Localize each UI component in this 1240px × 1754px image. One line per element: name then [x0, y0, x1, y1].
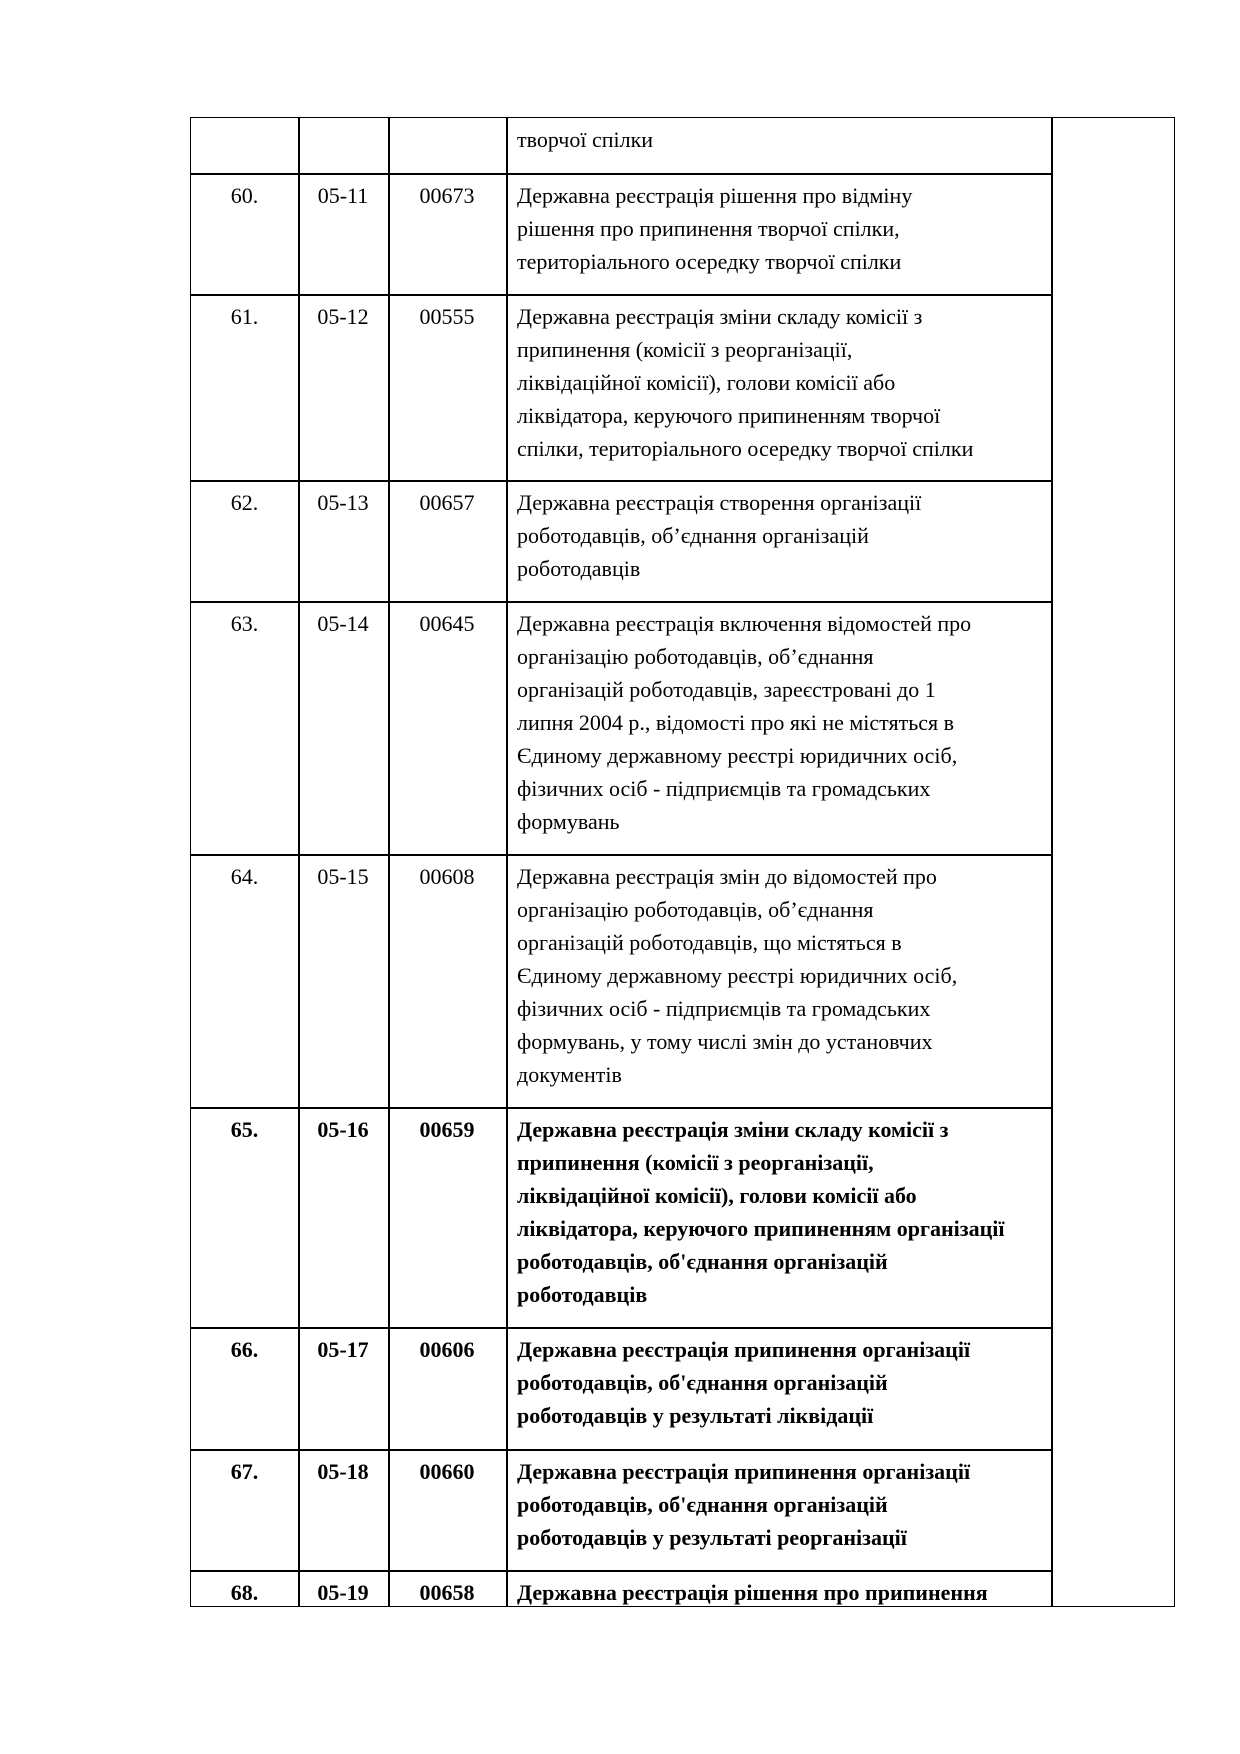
service-description — [517, 179, 1047, 278]
service-code: 05-12 — [317, 304, 369, 329]
description-line: Державна реєстрація припинення організації — [517, 1459, 971, 1484]
description-line: роботодавців — [517, 1282, 648, 1307]
service-id: 00606 — [419, 1337, 475, 1362]
service-description — [517, 1113, 1047, 1311]
row-divider — [191, 173, 1052, 175]
description-line: формувань — [517, 809, 620, 834]
row-number: 60. — [230, 183, 259, 208]
description-line: Державна реєстрація змін до відомостей про — [517, 864, 937, 889]
row-number: 61. — [230, 304, 259, 329]
description-line: Державна реєстрація створення організації — [517, 490, 922, 515]
service-description — [517, 300, 1047, 465]
description-line: організацію роботодавців, об’єднання — [517, 644, 874, 669]
service-code: 05-16 — [317, 1117, 369, 1142]
description-line: роботодавців у результаті ліквідації — [517, 1403, 874, 1428]
row-number: 64. — [230, 864, 259, 889]
service-id: 00660 — [419, 1459, 475, 1484]
row-divider — [191, 294, 1052, 296]
description-line: ліквідатора, керуючого припиненням організації — [517, 1216, 1005, 1241]
description-line: роботодавців — [517, 556, 641, 581]
description-line: документів — [517, 1062, 622, 1087]
description-line: рішення про припинення творчої спілки, — [517, 216, 900, 241]
description-line: Державна реєстрація включення відомостей про — [517, 611, 972, 636]
description-line: роботодавців у результаті реорганізації — [517, 1525, 907, 1550]
description-line: липня 2004 р., відомості про які не містяться в — [517, 710, 955, 735]
service-code: 05-15 — [317, 864, 369, 889]
service-description — [517, 1333, 1047, 1432]
row-number: 68. — [230, 1580, 259, 1605]
service-code: 05-17 — [317, 1337, 369, 1362]
description-line: ліквідаційної комісії), голови комісії або — [517, 1183, 917, 1208]
row-number: 66. — [230, 1337, 259, 1362]
service-code: 05-18 — [317, 1459, 369, 1484]
row-divider — [191, 1107, 1052, 1109]
row-divider — [191, 1449, 1052, 1451]
description-line: ліквідатора, керуючого припиненням творчої — [517, 403, 941, 428]
description-line: роботодавців, об'єднання організацій — [517, 1370, 888, 1395]
row-divider — [191, 1570, 1052, 1572]
description-line: Державна реєстрація зміни складу комісії з — [517, 304, 923, 329]
description-line: організацію роботодавців, об’єднання — [517, 897, 874, 922]
description-line: Державна реєстрація рішення про відміну — [517, 183, 913, 208]
service-id: 00657 — [419, 490, 475, 515]
description-line: Державна реєстрація зміни складу комісії з — [517, 1117, 949, 1142]
service-id: 00673 — [419, 183, 475, 208]
description-line: припинення (комісії з реорганізації, — [517, 1150, 874, 1175]
row-number: 67. — [230, 1459, 259, 1484]
service-id: 00659 — [419, 1117, 475, 1142]
services-table — [190, 117, 1175, 1607]
description-line: роботодавців, об'єднання організацій — [517, 1492, 888, 1517]
description-line: припинення (комісії з реорганізації, — [517, 337, 853, 362]
service-id: 00658 — [419, 1580, 475, 1605]
row-number: 62. — [230, 490, 259, 515]
description-line: Єдиному державному реєстрі юридичних осіб, — [517, 743, 958, 768]
row-divider — [191, 854, 1052, 856]
service-id: 00555 — [419, 304, 475, 329]
description-line: ліквідаційної комісії), голови комісії або — [517, 370, 896, 395]
description-line: фізичних осіб - підприємців та громадських — [517, 996, 931, 1021]
description-line: роботодавців, об'єднання організацій — [517, 1249, 888, 1274]
description-line: фізичних осіб - підприємців та громадських — [517, 776, 931, 801]
description-line: формувань, у тому числі змін до установчих — [517, 1029, 933, 1054]
column-divider — [1051, 118, 1053, 1606]
description-line: роботодавців, об’єднання організацій — [517, 523, 869, 548]
service-description — [517, 860, 1047, 1091]
service-id: 00608 — [419, 864, 475, 889]
row-divider — [191, 1327, 1052, 1329]
service-code: 05-13 — [317, 490, 369, 515]
column-divider — [506, 118, 508, 1606]
service-description — [517, 1455, 1047, 1554]
description-line: організацій роботодавців, що містяться в — [517, 930, 902, 955]
service-code: 05-19 — [317, 1580, 369, 1605]
description-line: Державна реєстрація припинення організації — [517, 1337, 971, 1362]
service-description — [517, 486, 1047, 585]
row-number: 63. — [230, 611, 259, 636]
description-line: спілки, територіального осередку творчої спілки — [517, 436, 974, 461]
description-line: творчої спілки — [517, 127, 654, 152]
row-number: 65. — [230, 1117, 259, 1142]
description-line: територіального осередку творчої спілки — [517, 249, 902, 274]
service-code: 05-11 — [317, 183, 369, 208]
service-id: 00645 — [419, 611, 475, 636]
row-divider — [191, 480, 1052, 482]
row-divider — [191, 601, 1052, 603]
service-description — [517, 1576, 1047, 1609]
description-line: Єдиному державному реєстрі юридичних осіб, — [517, 963, 958, 988]
description-line: Державна реєстрація рішення про припинення — [517, 1580, 988, 1605]
service-description — [517, 123, 1047, 156]
service-code: 05-14 — [317, 611, 369, 636]
service-description — [517, 607, 1047, 838]
description-line: організацій роботодавців, зареєстровані до 1 — [517, 677, 936, 702]
